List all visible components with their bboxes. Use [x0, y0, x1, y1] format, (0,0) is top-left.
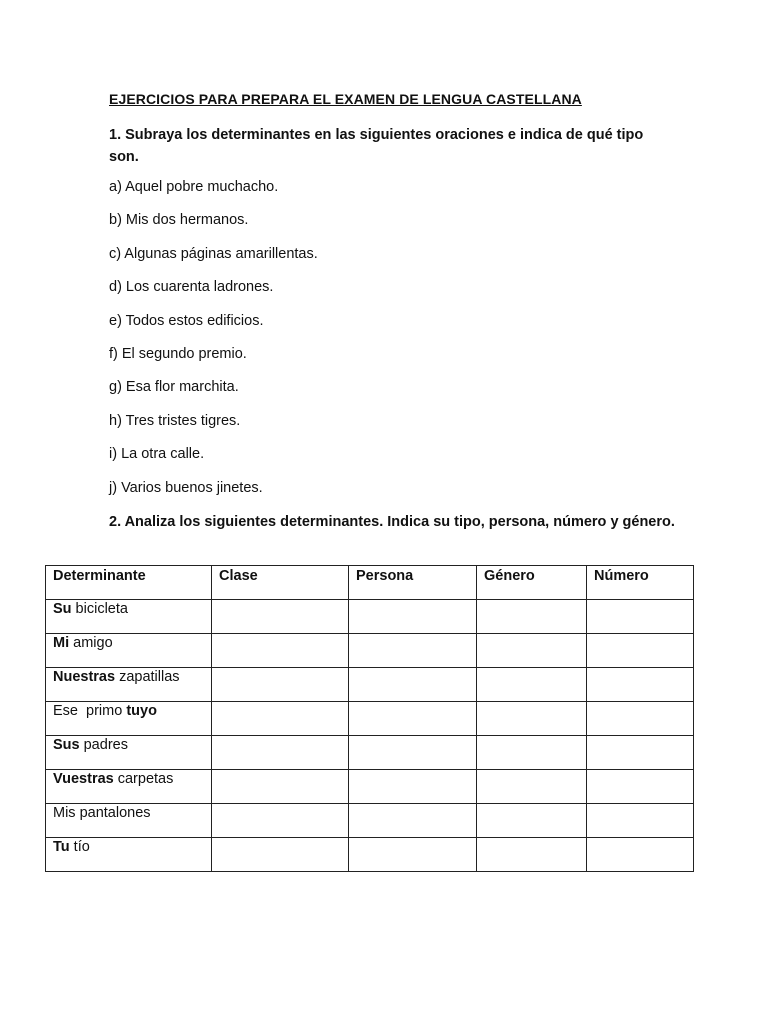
noun-text: padres — [79, 737, 128, 753]
persona-answer-cell — [349, 668, 477, 702]
table-row — [46, 702, 694, 736]
determinante-cell — [46, 736, 212, 770]
table-row — [46, 634, 694, 668]
column-header-genero: Género — [477, 566, 587, 600]
numero-answer-cell — [587, 702, 694, 736]
clase-answer-cell — [212, 634, 349, 668]
persona-answer-cell — [349, 702, 477, 736]
determinante-cell — [46, 668, 212, 702]
genero-answer-cell — [477, 668, 587, 702]
genero-answer-cell — [477, 634, 587, 668]
page-title: EJERCICIOS PARA PREPARA EL EXAMEN DE LENGUA CASTELLANA — [109, 91, 582, 107]
persona-answer-cell — [349, 736, 477, 770]
sentence-item: d) Los cuarenta ladrones. — [109, 279, 274, 296]
persona-answer-cell — [349, 770, 477, 804]
sentence-item: g) Esa flor marchita. — [109, 379, 239, 396]
sentence-item: b) Mis dos hermanos. — [109, 212, 249, 229]
column-header-clase: Clase — [212, 566, 349, 600]
table-row — [46, 668, 694, 702]
sentence-item: f) El segundo premio. — [109, 345, 247, 362]
column-header-numero: Número — [587, 566, 694, 600]
table-row — [46, 736, 694, 770]
determinante-bold: Sus — [53, 737, 80, 753]
persona-answer-cell — [349, 838, 477, 872]
noun-text: amigo — [69, 635, 113, 651]
numero-answer-cell — [587, 668, 694, 702]
sentence-item: a) Aquel pobre muchacho. — [109, 179, 279, 195]
determinante-text: Mis pantalones — [53, 805, 151, 821]
numero-answer-cell — [587, 600, 694, 634]
clase-answer-cell — [212, 804, 349, 838]
determinante-bold: Vuestras — [53, 771, 114, 787]
sentence-item: j) Varios buenos jinetes. — [109, 479, 263, 496]
noun-text: bicicleta — [71, 601, 128, 617]
genero-answer-cell — [477, 736, 587, 770]
sentence-item: c) Algunas páginas amarillentas. — [109, 245, 318, 262]
genero-answer-cell — [477, 838, 587, 872]
table-row — [46, 770, 694, 804]
numero-answer-cell — [587, 804, 694, 838]
column-header-determinante: Determinante — [46, 566, 212, 600]
genero-answer-cell — [477, 600, 587, 634]
numero-answer-cell — [587, 770, 694, 804]
clase-answer-cell — [212, 838, 349, 872]
sentence-item: e) Todos estos edificios. — [109, 312, 264, 329]
persona-answer-cell — [349, 804, 477, 838]
determinante-cell — [46, 634, 212, 668]
persona-answer-cell — [349, 600, 477, 634]
determinante-bold: Tu — [53, 839, 70, 855]
numero-answer-cell — [587, 838, 694, 872]
table-row — [46, 600, 694, 634]
numero-answer-cell — [587, 736, 694, 770]
clase-answer-cell — [212, 702, 349, 736]
noun-text: tío — [69, 839, 90, 855]
clase-answer-cell — [212, 600, 349, 634]
persona-answer-cell — [349, 634, 477, 668]
exercise-1-prompt: 1. Subraya los determinantes en las siguientes oraciones e indica de qué tipo son. — [109, 127, 644, 165]
sentence-item: h) Tres tristes tigres. — [109, 412, 241, 429]
genero-answer-cell — [477, 804, 587, 838]
table-body — [46, 600, 694, 872]
genero-answer-cell — [477, 702, 587, 736]
clase-answer-cell — [212, 770, 349, 804]
determinante-cell — [46, 702, 212, 736]
numero-answer-cell — [587, 634, 694, 668]
clase-answer-cell — [212, 668, 349, 702]
column-header-persona: Persona — [349, 566, 477, 600]
sentence-item: i) La otra calle. — [109, 446, 205, 463]
exercise-1-sentence-list — [109, 178, 318, 512]
determinante-cell — [46, 600, 212, 634]
determinante-bold: tuyo — [126, 703, 157, 719]
determinante-bold: Su — [53, 601, 72, 617]
table-header-row — [46, 566, 694, 600]
clase-answer-cell — [212, 736, 349, 770]
determinante-cell — [46, 838, 212, 872]
determinante-bold: Mi — [53, 635, 70, 651]
exercise-2-prompt: 2. Analiza los siguientes determinantes. Indica su tipo, persona, número y género. — [109, 514, 675, 530]
noun-text: carpetas — [113, 771, 174, 787]
determinante-bold: Nuestras — [53, 669, 116, 685]
genero-answer-cell — [477, 770, 587, 804]
noun-text: zapatillas — [115, 669, 180, 685]
determinants-table — [45, 565, 694, 872]
determinante-cell — [46, 770, 212, 804]
table-row — [46, 804, 694, 838]
determinante-text: Ese primo — [53, 703, 127, 719]
table-row — [46, 838, 694, 872]
determinante-cell — [46, 804, 212, 838]
